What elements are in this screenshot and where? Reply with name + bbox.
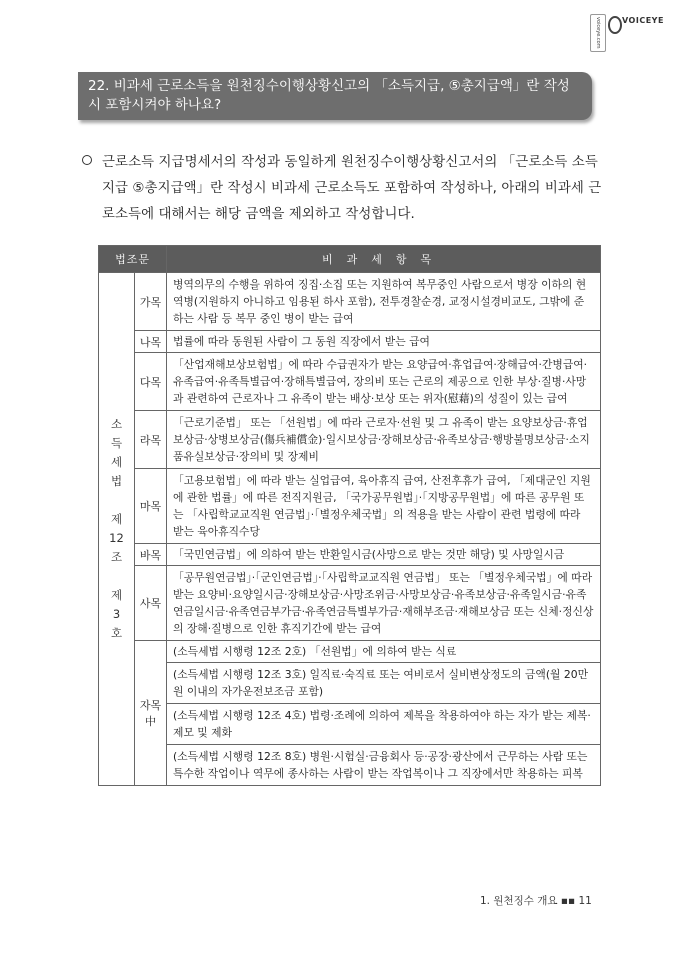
circle-bullet-icon <box>82 155 92 165</box>
item-label: 마목 <box>135 469 167 544</box>
item-content: (소득세법 시행령 12조 4호) 법령·조례에 의하여 제복을 착용하여야 하는 자가 받는 제복· 제모 및 제화 <box>167 704 601 745</box>
item-content: 「국민연금법」에 의하여 받는 반환일시금(사망으로 받는 것만 해당) 및 사망일시금 <box>167 544 601 566</box>
table-row <box>99 544 601 566</box>
item-label: 라목 <box>135 411 167 469</box>
header-content: 비과세항목 <box>167 246 601 273</box>
item-content: 「근로기준법」 또는 「선원법」에 따라 근로자·선원 및 그 유족이 받는 요양보상금·휴업보상금·상병보상금(傷兵補償金)·일시보상금·장해보상금·유족보상금·행방불명보상금·소지품유실보상금·장의비 및 장제비 <box>167 411 601 469</box>
item-label: 가목 <box>135 273 167 331</box>
voiceye-logo-icon <box>608 16 622 34</box>
table-row <box>99 411 601 469</box>
item-label: 다목 <box>135 353 167 411</box>
item-content: (소득세법 시행령 12조 3호) 일직료·숙직료 또는 여비로서 실비변상정도의 금액(월 20만원 이내의 자가운전보조금 포함) <box>167 663 601 704</box>
item-label <box>135 641 167 786</box>
intro-text: 근로소득 지급명세서의 작성과 동일하게 원천징수이행상황신고서의 「근로소득 소득지급 ⑤총지급액」란 작성시 비과세 근로소득도 포함하여 작성하나, 아래의 비과세 근로소득에 대해서는 해당 금액을 제외하고 작성합니다. <box>102 155 602 222</box>
voiceye-badge <box>590 14 676 54</box>
page-footer: 1. 원천징수 개요 ▪▪ 11 <box>480 895 592 907</box>
table-row <box>99 469 601 544</box>
item-content: (소득세법 시행령 12조 8호) 병원·시험실·금융회사 등·공장·광산에서 근무하는 사람 또는 특수한 작업이나 역무에 종사하는 사람이 받는 작업복이나 그 직장에서만 착용하는 피복 <box>167 745 601 786</box>
item-label: 바목 <box>135 544 167 566</box>
table-row <box>99 663 601 704</box>
item-label: 사목 <box>135 566 167 641</box>
item-content: 「공무원연금법」·「군인연금법」·「사립학교교직원 연금법」 또는 「별정우체국법」에 따라 받는 요양비·요양일시금·장해보상금·사망조위금·사망보상금·유족보상금·유족일시금·유족연금일시금·유족연금부가금·유족연금특별부가금·재해부조금·재해보상금 또는 신체·정신상의 장해·질병으로 인한 휴직기간에 받는 급여 <box>167 566 601 641</box>
table-row <box>99 745 601 786</box>
table-row <box>99 566 601 641</box>
header-law: 법조문 <box>99 246 167 273</box>
question-text: 22. 비과세 근로소득을 원천징수이행상황신고의 「소득지급, ⑤총지급액」란 작성시 포함시켜야 하나요? <box>88 78 570 113</box>
question-banner <box>78 72 592 120</box>
law-article-cell <box>99 273 135 786</box>
table-header-row <box>99 246 601 273</box>
item-content: 법률에 따라 동원된 사람이 그 동원 직장에서 받는 급여 <box>167 331 601 353</box>
nontaxable-items-table <box>98 245 601 786</box>
item-content: (소득세법 시행령 12조 2호) 「선원법」에 의하여 받는 식료 <box>167 641 601 663</box>
table-row <box>99 331 601 353</box>
table-row <box>99 704 601 745</box>
table-row <box>99 641 601 663</box>
item-content: 「고용보험법」에 따라 받는 실업급여, 육아휴직 급여, 산전후휴가 급여, 「제대군인 지원에 관한 법률」에 따른 전직지원금, 「국가공무원법」·「지방공무원법」에 따른 공무원 또는 「사립학교교직원 연금법」·「별정우체국법」의 적용을 받는 사람이 관련 법령에 따라 받는 육아휴직수당 <box>167 469 601 544</box>
voiceye-qr-code: voiceye.com <box>590 14 606 52</box>
voiceye-label: VOICEYE <box>622 16 664 25</box>
table-row <box>99 273 601 331</box>
item-content: 병역의무의 수행을 위하여 징집·소집 또는 지원하여 복무중인 사람으로서 병장 이하의 현역병(지원하지 아니하고 임용된 하사 포함), 전투경찰순경, 교정시설경비교도, 그밖에 준하는 사람 등 복무 중인 병이 받는 급여 <box>167 273 601 331</box>
item-label: 나목 <box>135 331 167 353</box>
table-row <box>99 353 601 411</box>
item-label-text: 자목 中 <box>139 699 162 728</box>
item-content: 「산업재해보상보험법」에 따라 수급권자가 받는 요양급여·휴업급여·장해급여·간병급여·유족급여·유족특별급여·장해특별급여, 장의비 또는 근로의 제공으로 인한 부상·질병·사망과 관련하여 근로자나 그 유족이 받는 배상·보상 또는 위자(慰藉)의 성질이 있는 급여 <box>167 353 601 411</box>
law-article-text: 소 득 세 법 제 12 조 제 3 호 <box>109 417 124 640</box>
